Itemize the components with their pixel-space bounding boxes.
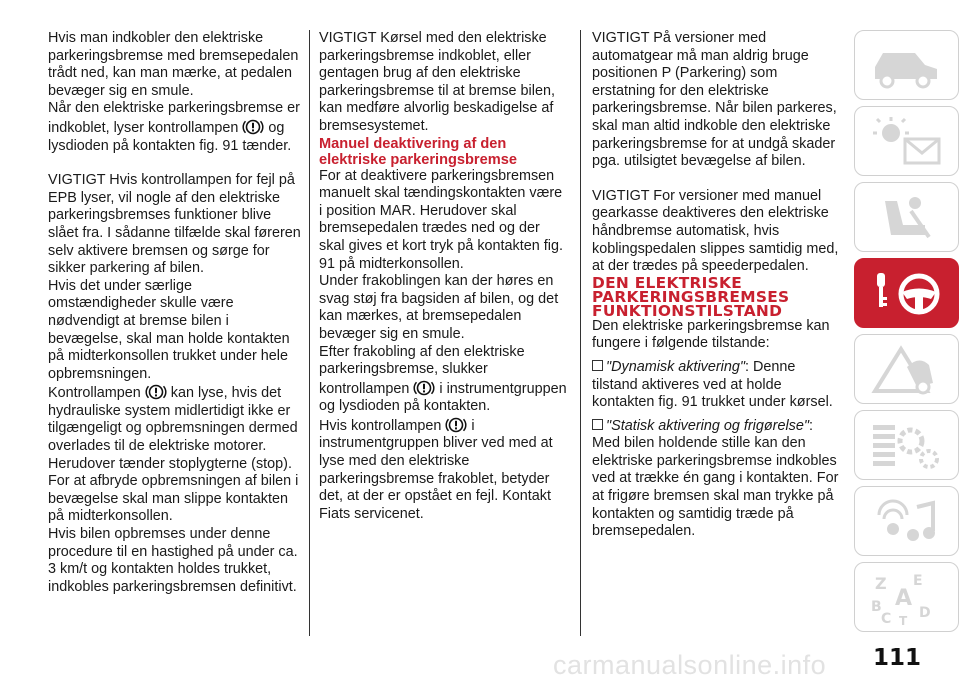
gear-list-icon [867,419,947,473]
paragraph: Hvis man indkobler den elektriske parkeringsbremse med bremsepedalen trådt ned, kan man mærke, at pedalen bevæger sig en smule. [48,30,299,99]
page-number: 111 [873,645,922,671]
paragraph [319,344,569,416]
tab-car[interactable] [854,30,959,100]
tab-multimedia[interactable] [854,486,959,556]
list-item [592,418,840,541]
tab-index[interactable] [854,562,959,632]
index-letter: D [919,605,931,621]
section-heading: Manuel deaktivering af den elektriske parkeringsbremse [319,135,517,168]
text: i instrumentgruppen og lysdioden på kontakten. [319,380,567,415]
column-divider [580,30,581,636]
section-heading: DEN ELEKTRISKE PARKERINGSBREMSES FUNKTIONSTILSTAND [592,273,790,320]
tab-seat-safety[interactable] [854,182,959,252]
paragraph: VIGTIGT Kørsel med den elektriske parkeringsbremse indkoblet, eller gentagen brug af den elektriske parkeringsbremse til at bremse bilen, kan medføre alvorlig beskadigelse af bremsesystemet. [319,30,555,134]
paragraph: VIGTIGT For versioner med manuel gearkasse deaktiveres den elektriske håndbremse automatisk, hvis koblingspedalen slippes samtidig med, at der trædes på speederpedalen. [592,187,839,275]
warning-triangle-icon [867,343,947,397]
checkbox-bullet-icon [592,360,603,371]
chapter-sidebar [850,30,960,640]
column-divider [309,30,310,636]
index-letter: A [895,586,913,611]
index-icon [867,571,947,625]
car-icon [867,39,947,93]
term: "Dynamisk aktivering" [606,358,745,375]
term: "Statisk aktivering og frigørelse" [606,417,809,434]
text: Hvis kontrollampen [319,417,442,434]
index-letter: T [899,614,908,625]
index-letter: C [881,611,892,625]
paragraph [319,416,569,524]
text: kan lyse, hvis det hydrauliske system midlertidigt ikke er tilgængeligt og opbremsningen dermed overlades til de elektriske motorer. [48,385,298,455]
seat-safety-icon [867,191,947,245]
column-1 [48,30,302,596]
brake-warning-icon [412,379,436,397]
media-icon [867,495,947,549]
text: Efter frakobling af den elektriske parkeringsbremse, slukker kontrollampen [319,343,525,397]
text: : Med bilen holdende stille kan den elektriske parkeringsbremse indkobles ved at trække én gang i kontakten. For at frigøre bremsen skal man trykke på kontakten og samtidig træde på bremsepedalen. [592,417,839,540]
text: : Denne tilstand aktiveres ved at holde kontakten fig. 91 trukket under kørsel. [592,358,833,411]
paragraph: Hvis bilen opbremses under denne procedure til en hastighed på under ca. 3 km/t og kontakten holdes trukket, indkobles parkeringsbremsen definitivt. [48,526,298,595]
brake-warning-icon [241,118,265,136]
checkbox-bullet-icon [592,419,603,430]
text: Når den elektriske parkeringsbremse er indkoblet, lyser kontrollampen [48,100,300,136]
steering-key-icon [867,267,947,321]
paragraph: Den elektriske parkeringsbremse kan fungere i følgende tilstande: [592,317,830,352]
index-letter: B [871,599,882,615]
column-3 [592,30,840,541]
index-letter: E [913,573,923,589]
paragraph [48,383,302,455]
paragraph: Under frakoblingen kan der høres en svag støj fra bagsiden af bilen, og det kan mærkes, at bremsepedalen bevæger sig en smule. [319,273,559,342]
text: Kontrollampen [48,385,141,402]
tab-starting-driving[interactable] [854,258,959,328]
tab-maintenance[interactable] [854,410,959,480]
paragraph: Hvis det under særlige omstændigheder skulle være nødvendigt at bremse bilen i bevægelse, skal man holde kontakten på midterkonsollen trukket under hele opbremsningen. [48,277,290,382]
dashboard-lights-icon [867,115,947,169]
paragraph: For at deaktivere parkeringsbremsen manuelt skal tændingskontakten være i position MAR. Herudover skal bremsepedalen trædes ned og der skal gives et kort tryk på kontakten fig. 91 på midterkonsollen. [319,167,563,272]
brake-warning-icon [144,383,168,401]
watermark: carmanualsonline.info [553,650,827,680]
paragraph: For at afbryde opbremsningen af bilen i bevægelse skal man slippe kontakten på midterkonsollen. [48,473,299,525]
paragraph [48,100,302,155]
tab-dashboard-lights[interactable] [854,106,959,176]
paragraph: Herudover tænder stoplygterne (stop). [48,455,292,472]
tab-emergency[interactable] [854,334,959,404]
text: i instrumentgruppen bliver ved med at lyse med den elektriske parkeringsbremse frakoblet, betyder det, at der er opstået en fejl. Kontakt Fiats servicenet. [319,417,553,522]
list-item [592,359,840,412]
paragraph: VIGTIGT Hvis kontrollampen for fejl på EPB lyser, vil nogle af den elektriske parkeringsbremses funktioner blive slået fra. I sådanne tilfælde skal føreren selv aktivere bremsen og sørge for sikker parkering af bilen. [48,172,301,277]
paragraph: VIGTIGT På versioner med automatgear må man aldrig bruge positionen P (Parkering) som erstatning for den elektriske parkeringsbremse. Når bilen parkeres, skal man altid indkoble den elektriske parkeringsbremse for at undgå skader pga. utilsigtet bevægelse af bilen. [592,30,837,170]
index-letter: Z [875,574,887,593]
column-2 [319,30,569,523]
text: og lysdioden på kontakten fig. 91 tænder. [48,119,292,154]
brake-warning-icon [444,416,468,434]
